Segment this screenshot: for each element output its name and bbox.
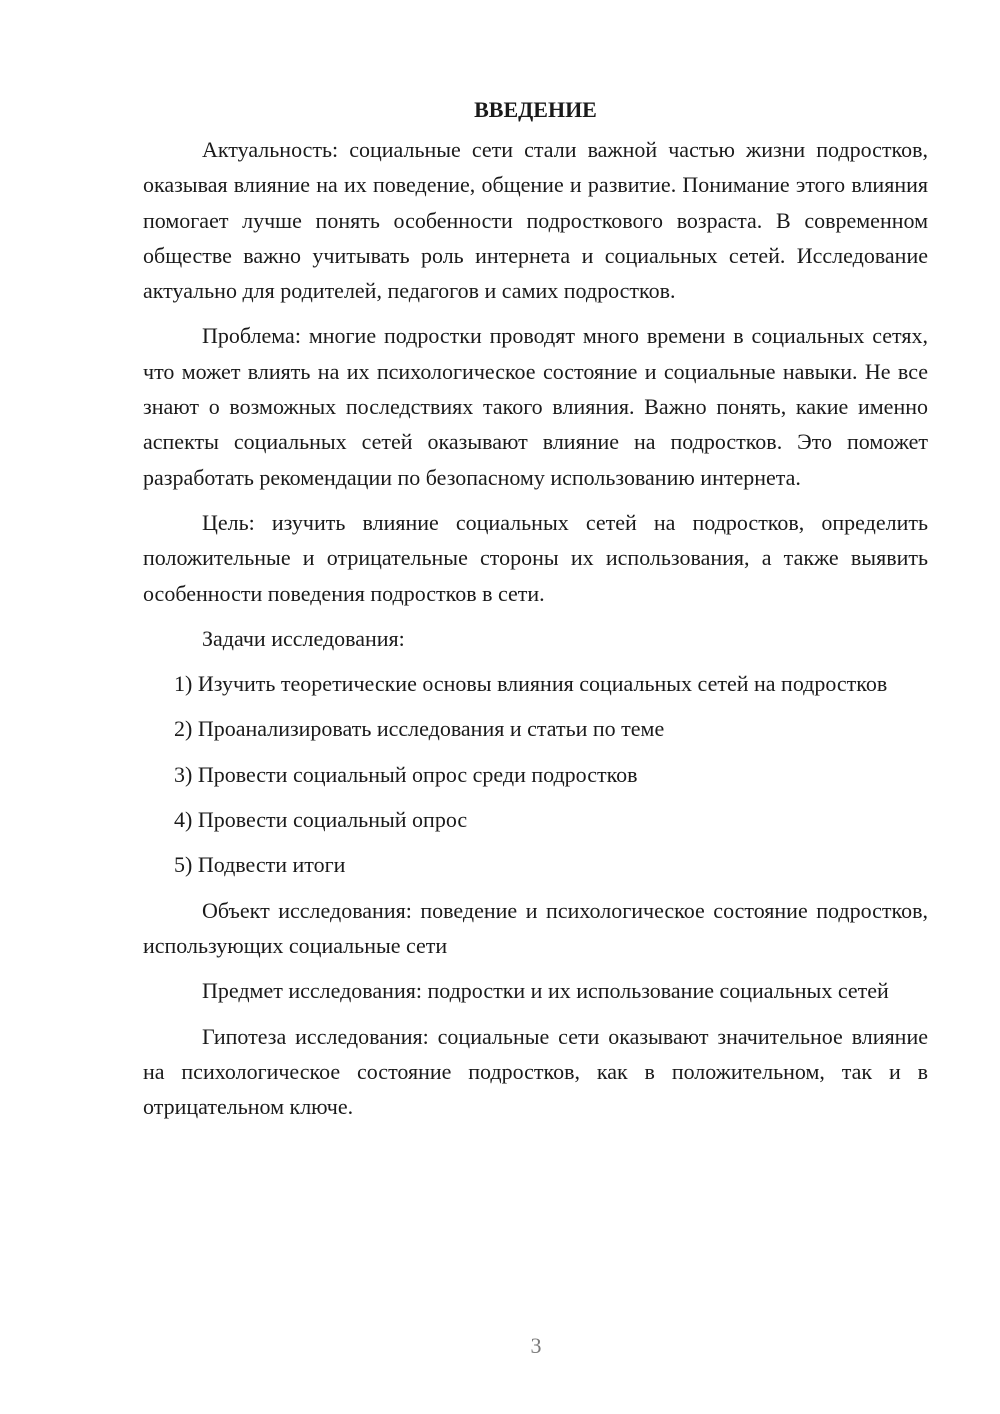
section-title: ВВЕДЕНИЕ	[474, 97, 597, 122]
hypothesis-paragraph: Гипотеза исследования: социальные сети оказывают значительное влияние на психологическое состояние подростков, как в положительном, так и в отрицательном ключе.	[143, 1023, 928, 1120]
task-item-2: 2) Проанализировать исследования и статьи по теме	[174, 716, 665, 742]
task-item-3: 3) Провести социальный опрос среди подростков	[174, 761, 638, 787]
tasks-heading: Задачи исследования:	[202, 625, 405, 651]
subject-paragraph: Предмет исследования: подростки и их использование социальных сетей	[202, 978, 889, 1004]
relevance-paragraph: Актуальность: социальные сети стали важной частью жизни подростков, оказывая влияние на их поведение, общение и развитие. Понимание этого влияния помогает лучше понять особенности подросткового возраста. В современном обществе важно учитывать роль интернета и социальных сетей. Исследование актуально для родителей, педагогов и самих подростков.	[143, 137, 928, 304]
document-page	[143, 92, 928, 1134]
task-item-4: 4) Провести социальный опрос	[174, 807, 468, 833]
page-number: 3	[530, 1333, 542, 1358]
task-item-5: 5) Подвести итоги	[174, 852, 346, 878]
tasks-list	[143, 666, 928, 882]
object-paragraph: Объект исследования: поведение и психологическое состояние подростков, использующих социальные сети	[143, 897, 928, 958]
task-item-1: 1) Изучить теоретические основы влияния социальных сетей на подростков	[174, 671, 888, 697]
goal-paragraph: Цель: изучить влияние социальных сетей на подростков, определить положительные и отрицательные стороны их использования, а также выявить особенности поведения подростков в сети.	[143, 509, 928, 606]
problem-paragraph: Проблема: многие подростки проводят много времени в социальных сетях, что может влиять на их психологическое состояние и социальные навыки. Не все знают о возможных последствиях такого влияния. Важно понять, какие именно аспекты социальных сетей оказывают влияние на подростков. Это поможет разработать рекомендации по безопасному использованию интернета.	[143, 323, 928, 490]
